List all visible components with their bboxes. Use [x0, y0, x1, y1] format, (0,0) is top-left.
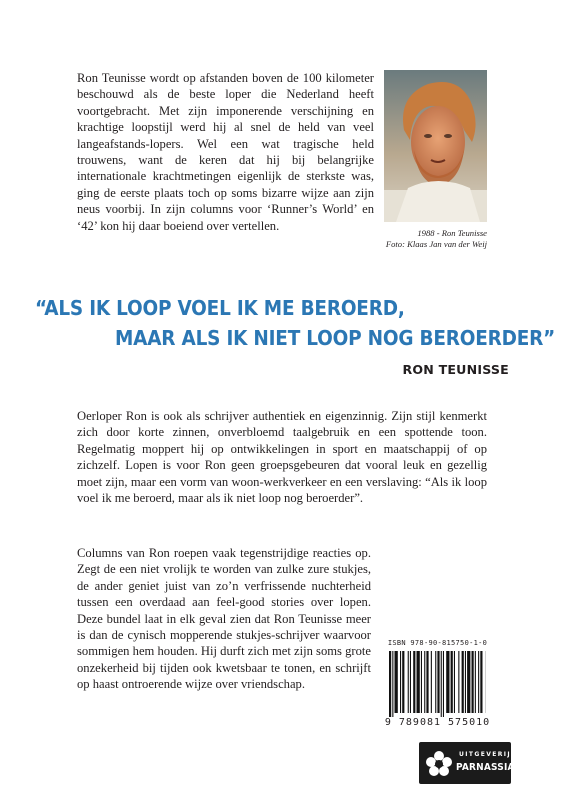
barcode-bar [458, 651, 459, 713]
barcode-bar [431, 651, 432, 713]
barcode-bar [462, 651, 464, 713]
barcode-bar [424, 651, 425, 713]
barcode-bar [408, 651, 409, 713]
photo-caption-date: 1988 - Ron Teunisse [417, 228, 487, 238]
flower-icon [425, 750, 453, 778]
photo-caption-credit: Foto: Klaas Jan van der Weij [385, 239, 487, 249]
barcode-bar [475, 651, 476, 713]
barcode-bar [451, 651, 453, 713]
barcode-bar [480, 651, 482, 713]
publisher-name: PARNASSIA [456, 762, 515, 773]
body-paragraph-2: Columns van Ron roepen vaak tegenstrijdige reacties op. Zegt de een niet vrolijk te worden van zulke zure stukjes, de ander geniet juist van zo’n verfrissende nuchterheid tussen een overdaad aan feel-good stories over lopen. Deze bundel laat in elk geval zien dat Ron Teunisse meer is dan de cynisch mopperende stukjes-schrijver waarvoor sommigen hem houden. Hij durft zich met zijn soms grote onzekerheid bij tijden ook kwetsbaar te tonen, en schrijft op haast ontroerende wijze over vriendschap. [77, 546, 371, 692]
barcode-digits: 9 789081 575010 [384, 717, 491, 728]
body-text-1 [77, 408, 487, 506]
barcode-bar [417, 651, 420, 713]
barcode-bars [389, 651, 486, 717]
barcode-bar [472, 651, 474, 713]
pull-quote-line-2: MAAR ALS IK NIET LOOP NOG BEROERDER” [115, 326, 556, 350]
barcode-bar [465, 651, 466, 713]
isbn-barcode [381, 639, 494, 731]
author-photo [384, 70, 487, 222]
author-portrait-image [384, 70, 487, 222]
barcode-bar [454, 651, 455, 713]
intro-text [77, 70, 374, 234]
photo-caption [384, 228, 487, 250]
barcode-bar [441, 651, 442, 717]
intro-paragraph: Ron Teunisse wordt op afstanden boven de 100 kilometer beschouwd als de beste loper die Nederland heeft voortgebracht. Met zijn imponerende verschijning en krachtige loopstijl werd hij al snel de held van veel langeafstands-lopers. Wel een wat tragische held trouwens, want de keren dat hij bij belangrijke internationale krachtmetingen eigenlijk de sterkste was, ging de eerste plaats toch op soms bizarre wijze aan zijn neus voorbij. In zijn columns voor ‘Runner’s World’ en ‘42’ kon hij daar boeiend over vertellen. [77, 71, 374, 233]
barcode-bar [389, 651, 391, 717]
body-text-2 [77, 545, 371, 693]
barcode-bar [478, 651, 479, 713]
barcode-bar [400, 651, 401, 713]
body-paragraph-1: Oerloper Ron is ook als schrijver authentiek en eigenzinnig. Zijn stijl kenmerkt zich door korte zinnen, onverbloemd taalgebruik en een spottende toon. Regelmatig moppert hij op ontwikkelingen in sport en maatschappij of op zichzelf. Lopen is voor Ron geen groepsgebeuren dat vooral leuk en gezellig moet zijn, maar een vorm van woon-werkverkeer en een verslaving: “Als ik loop voel ik me beroerd, maar als ik niet loop nog beroerder”. [77, 409, 487, 506]
barcode-bar [421, 651, 422, 713]
barcode-bar [392, 651, 393, 717]
barcode-bar [410, 651, 411, 713]
quote-attribution: RON TEUNISSE [402, 362, 509, 377]
isbn-label: ISBN 978-90-815750-1-0 [387, 639, 488, 647]
publisher-logo [419, 742, 515, 784]
pull-quote-line-1: “ALS IK LOOP VOEL IK ME BEROERD, [35, 296, 405, 320]
barcode-bar [443, 651, 444, 717]
publisher-subtitle: UITGEVERIJ [459, 751, 512, 758]
barcode-bar [402, 651, 404, 713]
barcode-bar [413, 651, 415, 713]
barcode-bar [437, 651, 439, 713]
barcode-bar [426, 651, 428, 713]
barcode-bar [467, 651, 470, 713]
barcode-bar [446, 651, 449, 713]
barcode-bar [395, 651, 398, 713]
barcode-bar [435, 651, 436, 713]
